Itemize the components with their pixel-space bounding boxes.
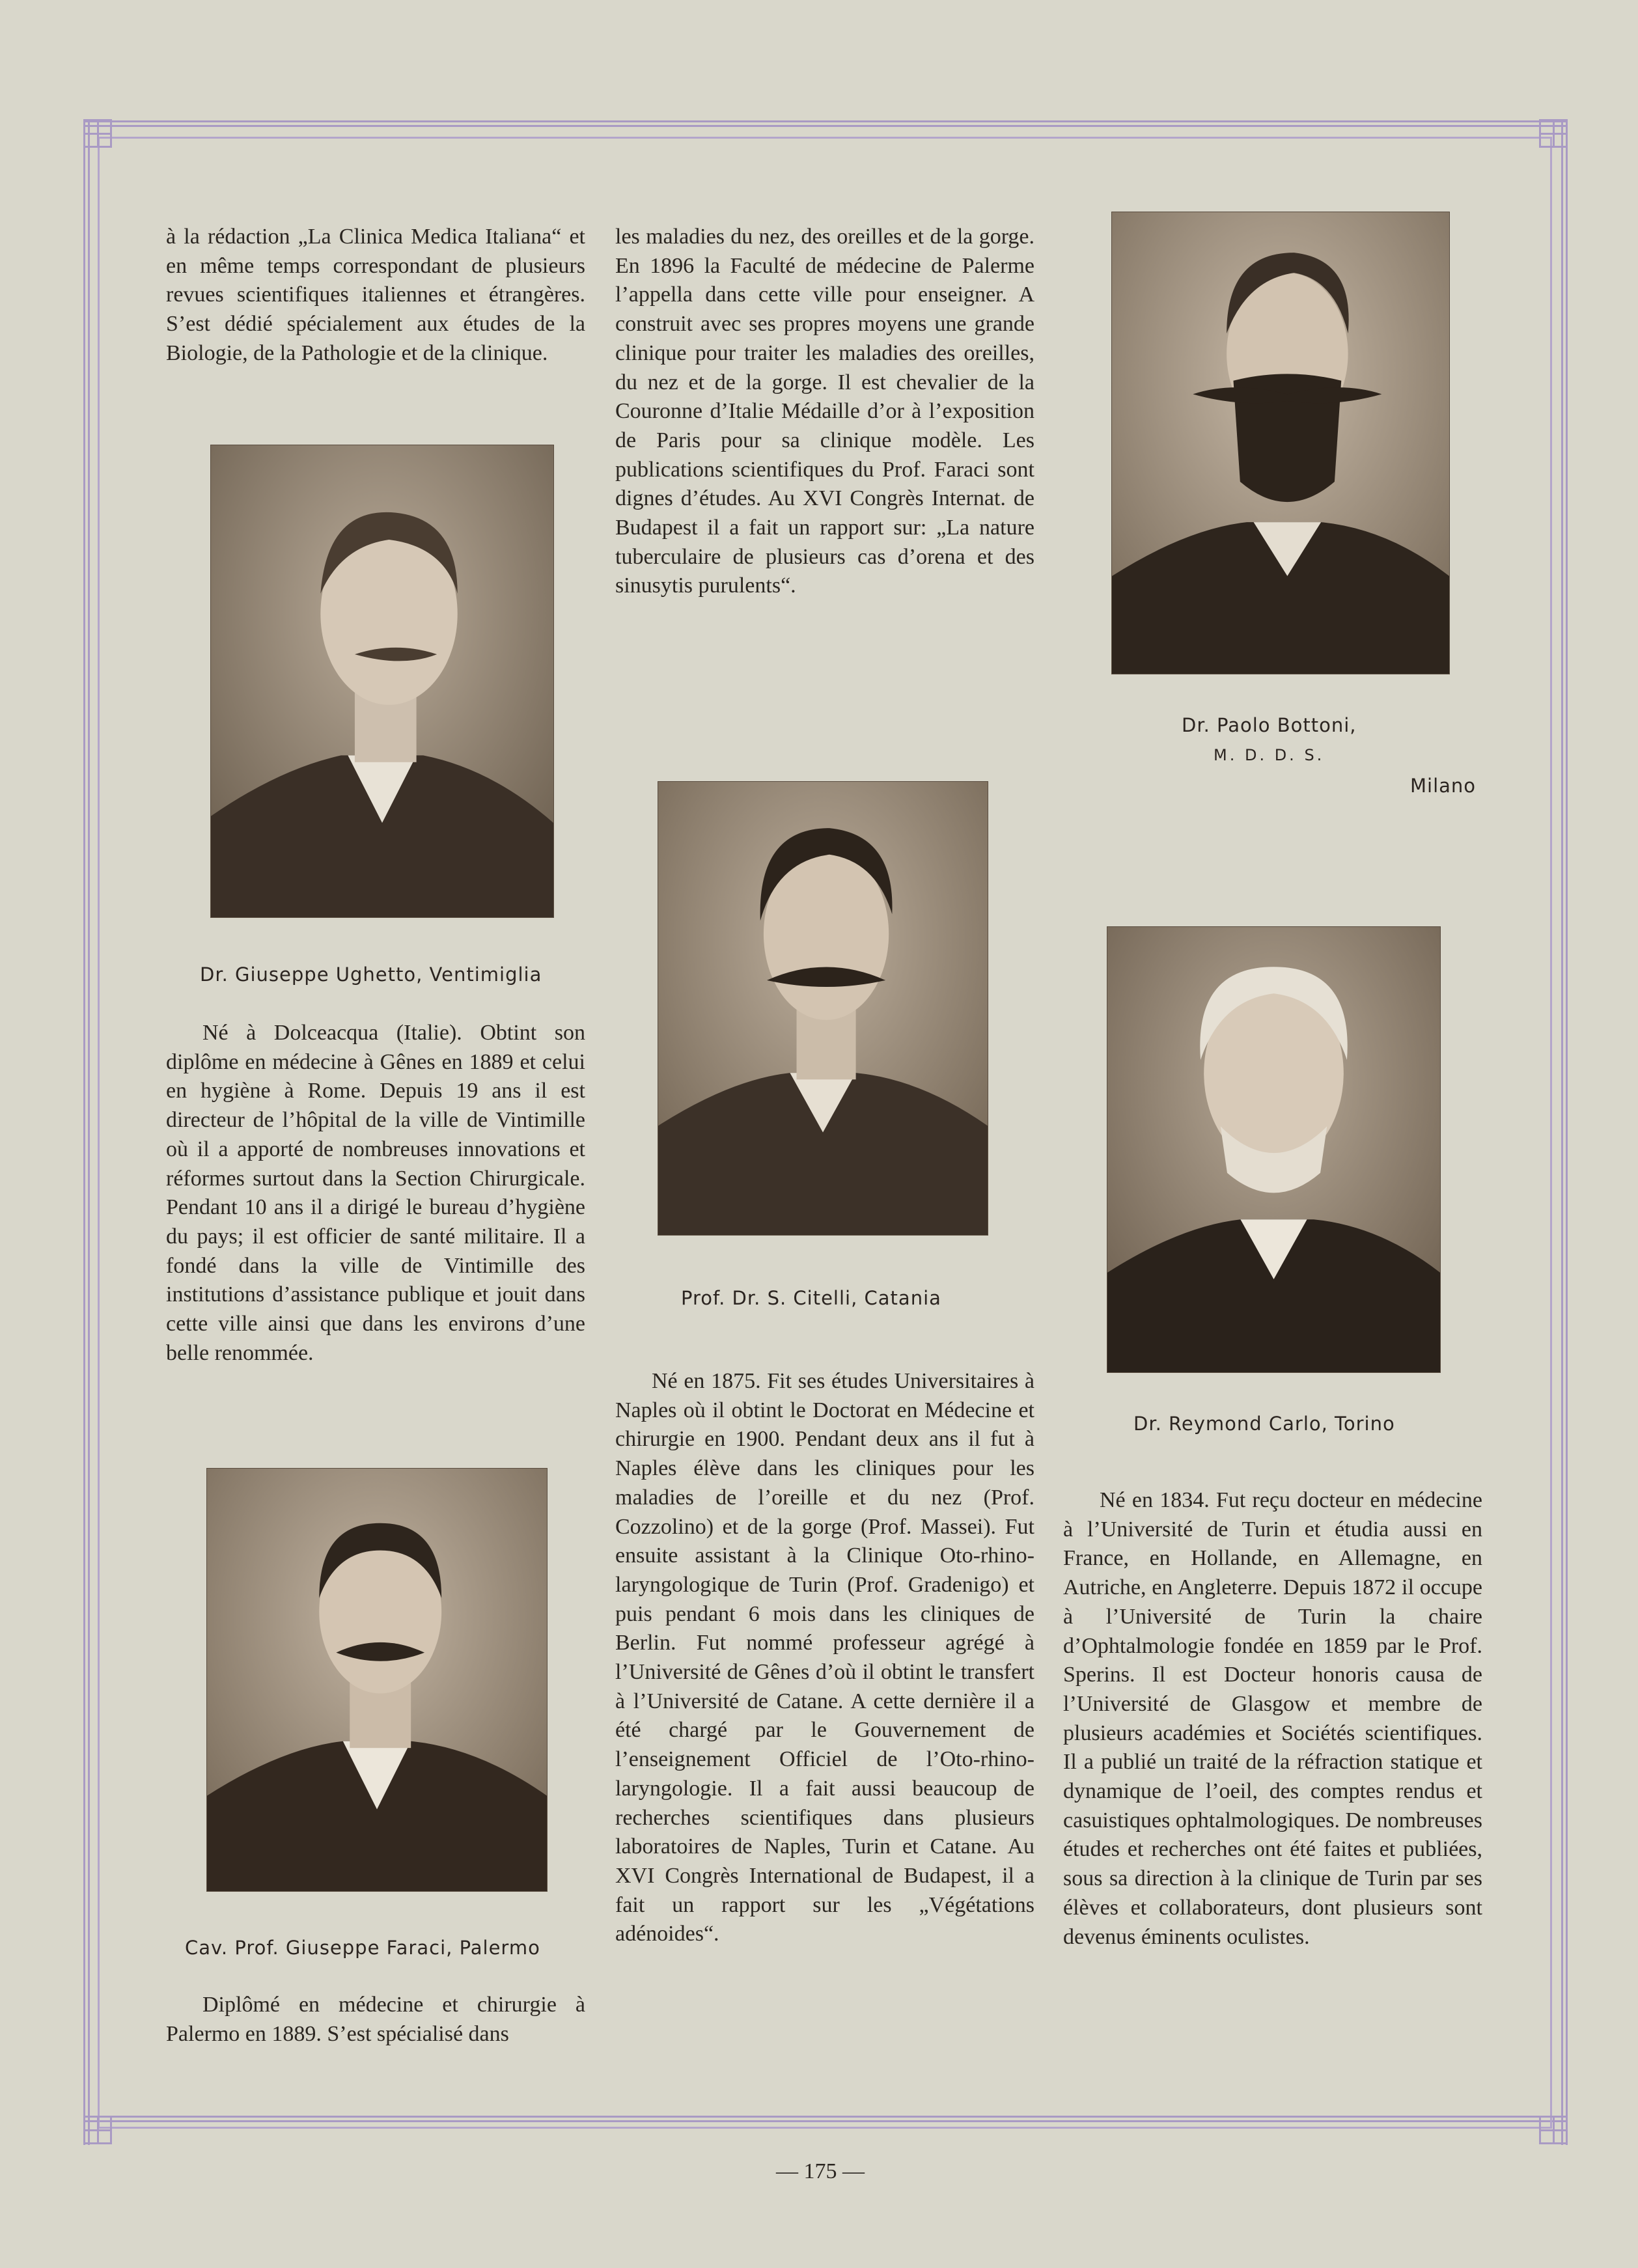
portrait-ughetto xyxy=(210,445,554,918)
caption-ughetto: Dr. Giuseppe Ughetto, Ventimiglia xyxy=(200,963,542,986)
column1-intro-text: à la rédaction „La Clinica Medica Italiana“ et en même temps correspondant de plusieurs revues scientifiques italiennes et étrangères. S’est dédié spécialement aux études de la Biologie, de la Pathologie et de la clinique. xyxy=(166,225,585,365)
portrait-citelli xyxy=(658,781,988,1236)
caption-bottoni-name: Dr. Paolo Bottoni, xyxy=(1182,714,1357,736)
bio-reymond: Né en 1834. Fut reçu docteur en médecine à l’Université de Turin et étudia aussi en France, en Hollande, en Allemagne, en Autriche, en Angleterre. Depuis 1872 il occupe à l’Université de Turin la chaire d’Ophtalmologie fondée en 1859 par le Prof. Sperins. Il est Docteur honoris causa de l’Université de Glasgow et membre de plusieurs académies et Sociétés scientifiques. Il a publié un traité de la réfraction statique et dynamique de l’oeil, des comptes rendus et casuistiques ophtalmologiques. De nombreuses études et recherches ont été faites et publiées, sous sa direction à la clinique de Turin par ses élèves et collaborateurs, dont plusieurs sont devenus éminents oculistes. xyxy=(1063,1488,1483,1949)
portrait-faraci xyxy=(206,1468,548,1892)
frame-corner-ornament xyxy=(83,119,112,148)
caption-bottoni-city: Milano xyxy=(1410,775,1477,797)
frame-corner-ornament xyxy=(83,2116,112,2144)
portrait-reymond xyxy=(1107,926,1441,1373)
column2-intro-text: les maladies du nez, des oreilles et de la gorge. En 1896 la Faculté de médecine de Palerme l’appella dans cette ville pour enseigner. A construit avec ses propres moyens une grande clinique pour traiter les maladies des oreilles, du nez et de la gorge. Il est chevalier de la Couronne d’Italie Médaille d’or à l’exposition de Paris pour sa clinique modèle. Les publications scientifiques du Prof. Faraci sont dignes d’études. Au XVI Congrès Internat. de Budapest il a fait un rapport sur: „La nature tuberculaire de plusieurs cas d’orena et des sinusytis purulents“. xyxy=(615,225,1034,598)
portrait-bottoni xyxy=(1111,212,1450,674)
caption-citelli: Prof. Dr. S. Citelli, Catania xyxy=(681,1287,941,1309)
caption-faraci: Cav. Prof. Giuseppe Faraci, Palermo xyxy=(185,1937,540,1959)
frame-corner-ornament xyxy=(1539,2116,1568,2144)
bio-faraci-start: Diplômé en médecine et chirurgie à Palermo en 1889. S’est spécialisé dans xyxy=(166,1993,585,2046)
frame-top-rule xyxy=(83,120,1568,127)
caption-bottoni-degree: M. D. D. S. xyxy=(1214,746,1325,764)
bio-ughetto: Né à Dolceacqua (Italie). Obtint son diplôme en médecine à Gênes en 1889 et celui en hygiène à Rome. Depuis 19 ans il est directeur de l’hôpital de la ville de Vintimille où il a apporté de nombreuses innovations et réformes surtout dans la Section Chirurgicale. Pendant 10 ans il a dirigé le bureau d’hygiène du pays; il est officier de santé militaire. Il a fondé dans la ville de Vintimille des institutions d’assistance publique et jouit dans cette ville ainsi que dans les environs d’une belle renommée. xyxy=(166,1021,585,1365)
frame-left-rule xyxy=(83,120,90,2145)
page-number: — 175 — xyxy=(776,2159,865,2183)
caption-reymond: Dr. Reymond Carlo, Torino xyxy=(1133,1413,1395,1435)
frame-right-rule xyxy=(1561,120,1568,2145)
frame-corner-ornament xyxy=(1539,119,1568,148)
bio-citelli: Né en 1875. Fit ses études Universitaires à Naples où il obtint le Doctorat en Médecine et chirurgie en 1900. Pendant deux ans il fut à Naples élève dans les cliniques pour les maladies de l’oreille et du nez (Prof. Cozzolino) et de la gorge (Prof. Massei). Fut ensuite assistant à la Clinique Oto-rhino-laryngologique de Turin (Prof. Gradenigo) et puis pendant 6 mois dans les cliniques de Berlin. Fut nommé professeur agrégé à l’Université de Gênes d’où il obtint le transfert à l’Université de Catane. A cette dernière il a été chargé par le Gouvernement de l’enseignement Officiel de l’Oto-rhino-laryngologie. Il a fait aussi beaucoup de recherches scientifiques dans plusieurs laboratoires de Naples, Turin et Catane. Au XVI Congrès International de Budapest, il a fait un rapport sur les „Végétations adénoides“. xyxy=(615,1369,1034,1946)
